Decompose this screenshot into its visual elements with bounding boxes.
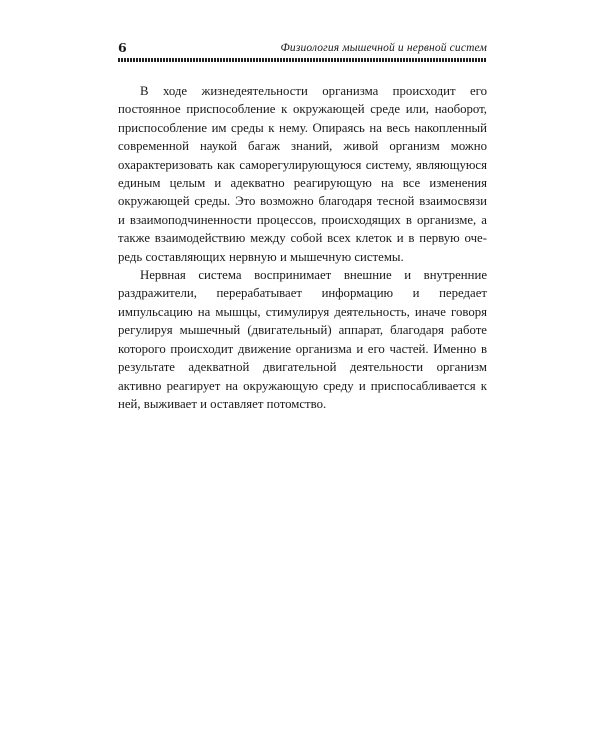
page-number: 6 [118, 40, 127, 55]
paragraph-1: В ходе жизнедеятельности организма происходит его постоянное приспособление к окружающей среде или, наоборот, приспособление им среды к нему. Опираясь на весь накопленный современной наукой багаж знаний, живой организм можно охарактеризовать как саморегулирующуюся систему, являющуюся единым целым и адекватно реагирующую на все изменения окружающей среды. Это возможно благодаря тесной взаимосвязи и взаимоподчиненности процессов, происходящих в организме, а также взаимодействию между собой всех клеток и в первую очередь составляющих нервную и мышечную системы. [118, 84, 487, 264]
running-title: Физиология мышечной и нервной систем [280, 42, 487, 54]
running-head [118, 40, 487, 56]
body-text [118, 82, 487, 413]
header-dotted-rule [118, 58, 487, 62]
paragraph-2: Нервная система воспринимает внешние и внутренние раздражители, перерабатывает информацию и передает импульсацию на мышцы, стимулируя деятельность, иначе говоря регулируя мышечный (двигательный) аппарат, благодаря работе которого происходит движение организма и его частей. Именно в результате адекватной двигательной деятельности организм активно реагирует на окружающую среду и приспосабливается к ней, выживает и оставляет потомство. [118, 268, 487, 411]
